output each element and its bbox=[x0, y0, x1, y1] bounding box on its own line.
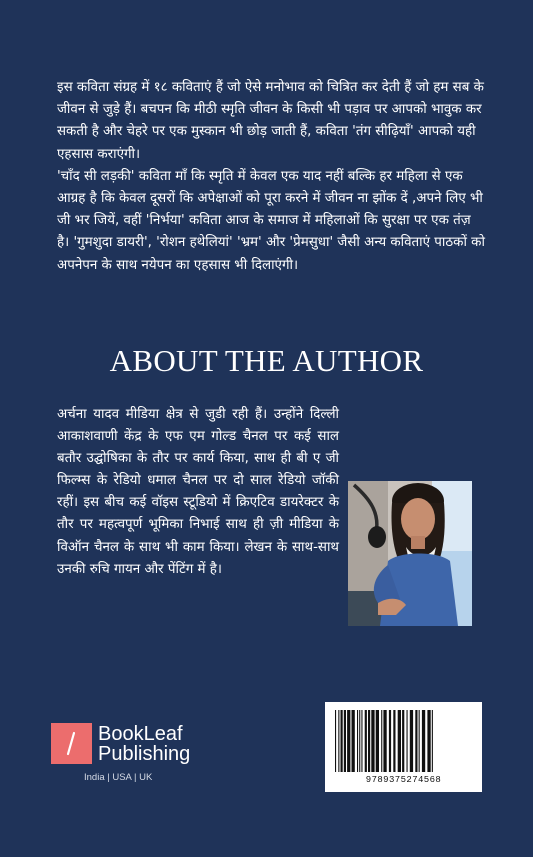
isbn-number: 9789375274568 bbox=[365, 775, 442, 785]
book-blurb bbox=[57, 77, 487, 277]
barcode-bar bbox=[361, 710, 362, 772]
barcode-bar bbox=[359, 710, 360, 772]
barcode-bar bbox=[402, 710, 404, 772]
barcode-bar bbox=[393, 710, 395, 772]
about-author-heading: ABOUT THE AUTHOR bbox=[109, 343, 424, 378]
barcode-bar bbox=[389, 710, 391, 772]
leaf-slash-icon bbox=[51, 723, 92, 764]
publisher-name-line-1: BookLeaf bbox=[98, 723, 183, 745]
barcode-bar bbox=[410, 710, 413, 772]
barcode-bar bbox=[422, 710, 425, 772]
author-photo-illustration bbox=[348, 481, 472, 626]
blurb-paragraph-1: इस कविता संग्रह में १८ कविताएं हैं जो ऐसे मनोभाव को चित्रित कर देती हैं जो हम सब के जीवन से जुड़े हैं। बचपन कि मीठी स्मृति जीवन के किसी भी पड़ाव पर आपको भावुक कर सकती है और चेहरे पर एक मुस्कान भी छोड़ जाती हैं, कविता 'तंग सीढ़ियाँ' आपको यही एहसास कराएंगी। bbox=[57, 80, 484, 162]
barcode-bar bbox=[398, 710, 401, 772]
barcode-bar bbox=[368, 710, 370, 772]
barcode-bar bbox=[344, 710, 346, 772]
blurb-paragraph-2: 'चाँद सी लड़की' कविता माँ कि स्मृति में केवल एक याद नहीं बल्कि हर महिला से एक आग्रह है कि केवल दूसरों कि अपेक्षाओं को पूरा करने में जीवन ना झोंक दें ,अपने लिए भी जी भर जियें, वहीं 'निर्भया' कविता आज के समाज में महिलाओं कि सुरक्षा पर एक तंज़ है। 'गुमशुदा डायरी', 'रोशन हथेलियां' 'भ्रम' और 'प्रेमसुधा' जैसी अन्य कविताएं पाठकों को अपनेपन के साथ नयेपन का एहसास भी दिलाएंगी। bbox=[57, 168, 485, 273]
publisher-logo bbox=[51, 723, 251, 769]
barcode-bar bbox=[419, 710, 420, 772]
author-bio: अर्चना यादव मीडिया क्षेत्र से जुडी रही हैं। उन्होंने दिल्ली आकाशवाणी केंद्र के एफ एम गोल्ड चैनल पर कई साल बतौर उद्घोषिका के तौर पर कार्य किया, साथ ही बी ए जी फिल्म्स के रेडियो धमाल चैनल पर दो साल रेडियो जॉकी रहीं। इस बीच कई वॉइस स्टूडियो में क्रिएटिव डायरेक्टर के तौर पर महत्वपूर्ण भूमिका निभाई साथ ही ज़ी मीडिया के विऑन चैनल के साथ भी काम किया। लेखन के साथ-साथ उनकी रुचि गायन और पेंटिंग में है। bbox=[57, 407, 339, 577]
barcode-bar bbox=[407, 710, 408, 772]
publisher-name-line-2: Publishing bbox=[98, 743, 191, 765]
barcode-bar bbox=[365, 710, 367, 772]
barcode-bar bbox=[341, 710, 343, 772]
barcode-bar bbox=[432, 710, 433, 772]
author-photo bbox=[348, 481, 472, 626]
barcode-bars bbox=[325, 702, 482, 774]
barcode-bar bbox=[338, 710, 339, 772]
barcode-bar bbox=[415, 710, 417, 772]
publisher-regions: India | USA | UK bbox=[84, 772, 153, 783]
barcode-bar bbox=[335, 710, 336, 772]
isbn-barcode bbox=[325, 702, 482, 792]
barcode-bar bbox=[357, 710, 358, 772]
barcode-bar bbox=[427, 710, 430, 772]
barcode-bar bbox=[352, 710, 355, 772]
barcode-bar bbox=[383, 710, 386, 772]
barcode-bar bbox=[371, 710, 374, 772]
barcode-bar bbox=[347, 710, 350, 772]
barcode-bar bbox=[381, 710, 382, 772]
barcode-bar bbox=[376, 710, 379, 772]
publisher-logo-mark bbox=[51, 723, 92, 764]
